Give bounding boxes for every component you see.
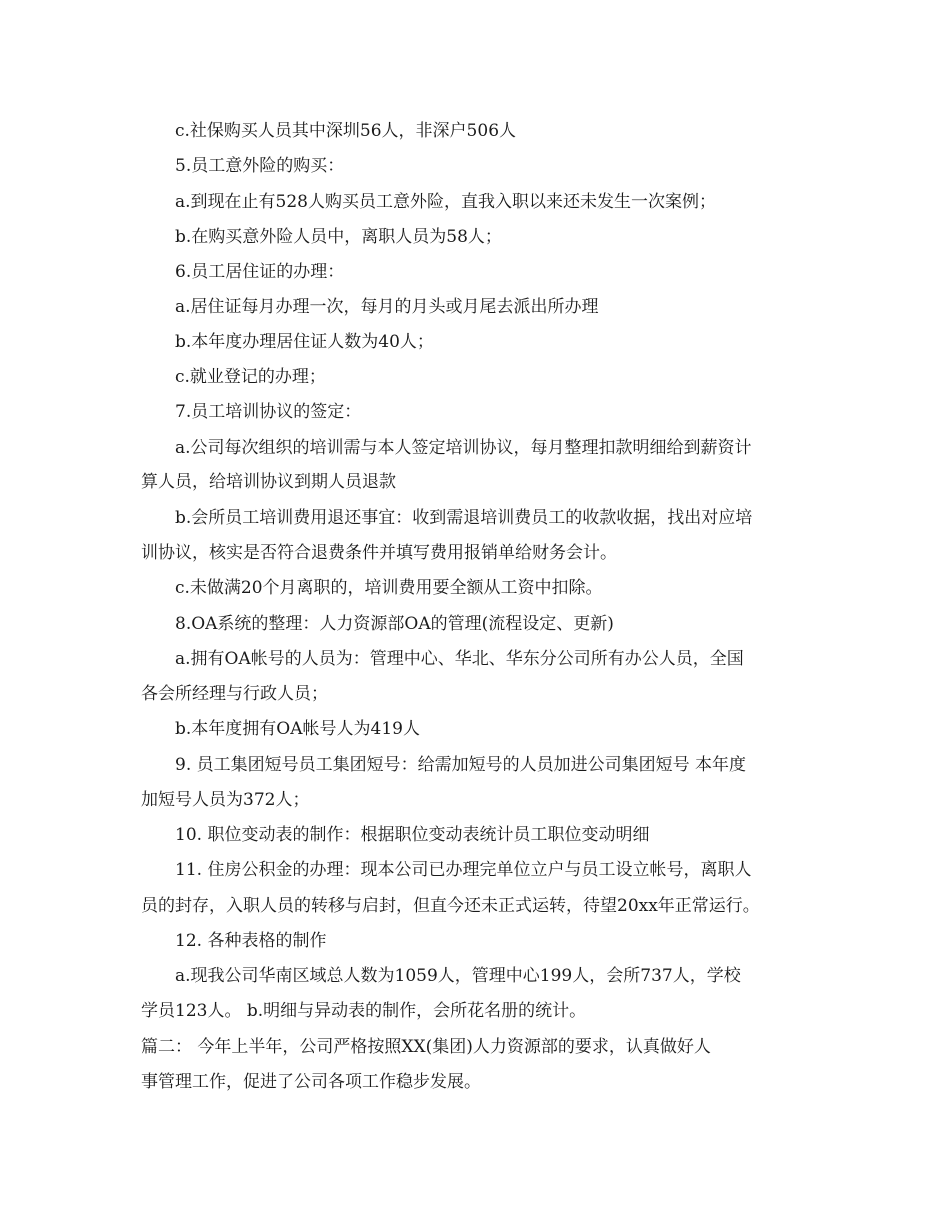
text-line: 篇二： 今年上半年，公司严格按照XX(集团)人力资源部的要求，认真做好人 <box>141 1037 711 1057</box>
text-line: c.就业登记的办理； <box>175 367 326 387</box>
text-line: c.社保购买人员其中深圳56人，非深户506人 <box>175 121 517 141</box>
text-line: b.会所员工培训费用退还事宜：收到需退培训费员工的收款收据，找出对应培 <box>175 508 753 528</box>
text-line: a.公司每次组织的培训需与本人签定培训协议，每月整理扣款明细给到薪资计 <box>175 438 752 458</box>
text-line: 各会所经理与行政人员； <box>141 684 328 704</box>
text-line: 5.员工意外险的购买： <box>175 156 345 176</box>
text-line: b.本年度办理居住证人数为40人； <box>175 332 434 352</box>
text-line: 训协议，核实是否符合退费条件并填写费用报销单给财务会计。 <box>141 543 617 563</box>
text-line: 事管理工作，促进了公司各项工作稳步发展。 <box>141 1072 481 1092</box>
text-line: 学员123人。 b.明细与异动表的制作，会所花名册的统计。 <box>141 1001 587 1021</box>
text-line: 8.OA系统的整理：人力资源部OA的管理(流程设定、更新) <box>175 614 614 634</box>
text-line: c.未做满20个月离职的，培训费用要全额从工资中扣除。 <box>175 578 603 598</box>
text-line: b.在购买意外险人员中，离职人员为58人； <box>175 227 502 247</box>
text-line: a.到现在止有528人购买员工意外险，直我入职以来还未发生一次案例； <box>175 192 716 212</box>
text-line: 10. 职位变动表的制作：根据职位变动表统计员工职位变动明细 <box>175 825 650 845</box>
text-line: 加短号人员为372人； <box>141 790 310 810</box>
text-line: 11. 住房公积金的办理：现本公司已办理完单位立户与员工设立帐号，离职人 <box>175 860 752 880</box>
text-line: b.本年度拥有OA帐号人为419人 <box>175 719 420 739</box>
text-line: 7.员工培训协议的签定： <box>175 402 362 422</box>
text-line: 6.员工居住证的办理： <box>175 262 345 282</box>
text-line: 9. 员工集团短号员工集团短号：给需加短号的人员加进公司集团短号 本年度 <box>175 755 747 775</box>
text-line: 员的封存，入职人员的转移与启封，但直今还未正式运转，待望20xx年正常运行。 <box>141 896 760 916</box>
text-line: 算人员，给培训协议到期人员退款 <box>141 472 396 492</box>
text-line: a.居住证每月办理一次，每月的月头或月尾去派出所办理 <box>175 297 599 317</box>
text-line: a.拥有OA帐号的人员为：管理中心、华北、华东分公司所有办公人员，全国 <box>175 649 744 669</box>
text-line: a.现我公司华南区域总人数为1059人，管理中心199人，会所737人，学校 <box>175 966 741 986</box>
text-line: 12. 各种表格的制作 <box>175 931 327 951</box>
